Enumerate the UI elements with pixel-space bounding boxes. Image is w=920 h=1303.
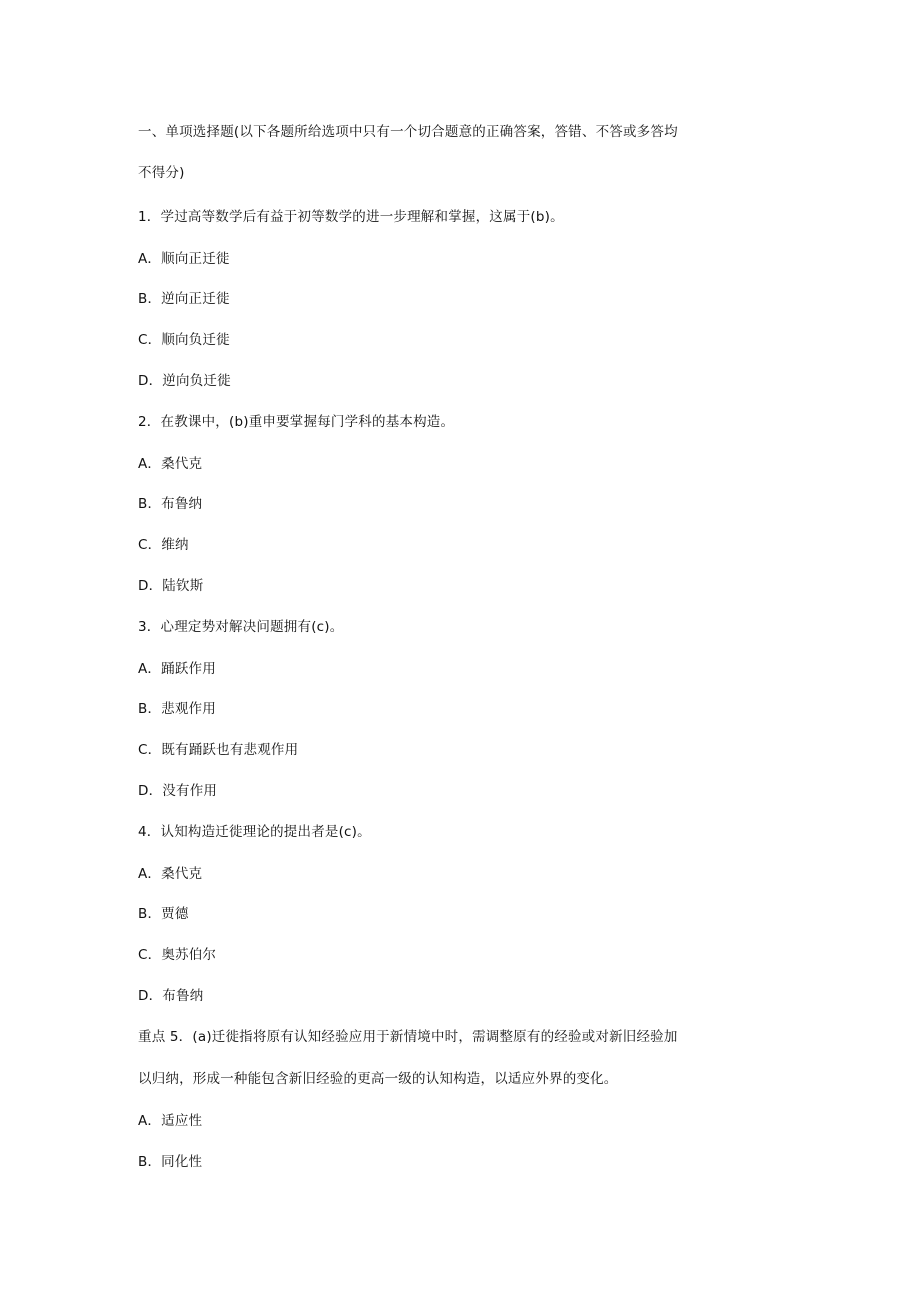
question-4-stem: 4．认知构造迁徙理论的提出者是(c)。 [138,824,371,840]
question-5-stem-line-1: 重点 5．(a)迁徙指将原有认知经验应用于新情境中时，需调整原有的经验或对新旧经验加 [138,1029,678,1045]
question-2-option-a: A．桑代克 [138,456,203,472]
question-3-option-d: D．没有作用 [138,783,218,799]
question-5-stem-line-2: 以归纳，形成一种能包含新旧经验的更高一级的认知构造，以适应外界的变化。 [138,1071,618,1087]
question-5-option-a: A．适应性 [138,1113,203,1129]
question-1-stem: 1．学过高等数学后有益于初等数学的进一步理解和掌握，这属于(b)。 [138,209,564,225]
question-3-option-a: A．踊跃作用 [138,661,216,677]
question-1-option-a: A．顺向正迁徙 [138,251,230,267]
question-2-option-d: D．陆钦斯 [138,578,204,594]
question-4-option-a: A．桑代克 [138,866,203,882]
question-4-option-d: D．布鲁纳 [138,988,204,1004]
section-title-line-1: 一、单项选择题(以下各题所给选项中只有一个切合题意的正确答案，答错、不答或多答均 [138,124,678,140]
question-2-option-c: C．维纳 [138,537,189,553]
question-4-option-c: C．奥苏伯尔 [138,947,217,963]
question-2-option-b: B．布鲁纳 [138,496,203,512]
section-title-line-2: 不得分) [138,165,185,181]
question-1-option-b: B．逆向正迁徙 [138,291,230,307]
question-2-stem: 2．在教课中，(b)重申要掌握每门学科的基本构造。 [138,414,455,430]
question-4-option-b: B．贾德 [138,906,189,922]
question-3-option-b: B．悲观作用 [138,701,216,717]
question-3-option-c: C．既有踊跃也有悲观作用 [138,742,299,758]
question-1-option-c: C．顺向负迁徙 [138,332,230,348]
question-1-option-d: D．逆向负迁徙 [138,373,231,389]
question-3-stem: 3．心理定势对解决问题拥有(c)。 [138,619,344,635]
question-5-option-b: B．同化性 [138,1154,203,1170]
